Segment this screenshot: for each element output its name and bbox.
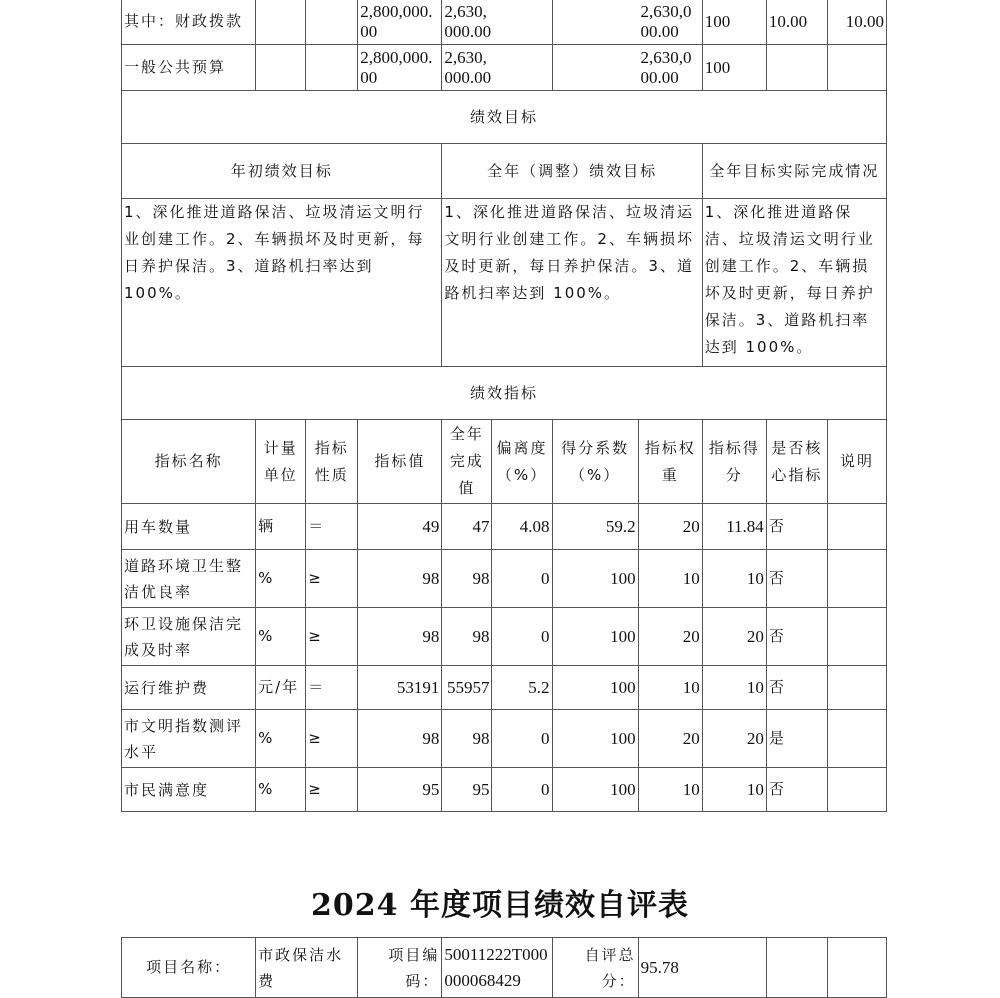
indicator-row [122, 550, 887, 608]
indicator-weight: 20 [638, 504, 702, 550]
indicator-name: 道路环境卫生整洁优良率 [122, 550, 256, 608]
indicator-note [827, 550, 886, 608]
indicator-score: 11.84 [702, 504, 766, 550]
indicator-actual: 47 [442, 504, 492, 550]
header-core: 是否核心指标 [766, 420, 827, 504]
indicator-score: 20 [702, 608, 766, 666]
header-nature: 指标性质 [306, 420, 358, 504]
indicator-note [827, 608, 886, 666]
budget-initial: 2,800,000.00 [358, 45, 442, 91]
indicator-name: 市民满意度 [122, 768, 256, 812]
score [827, 45, 886, 91]
indicator-deviation: 4.08 [492, 504, 552, 550]
budget-initial: 2,800,000.00 [358, 0, 442, 45]
indicator-target: 98 [358, 710, 442, 768]
indicator-note [827, 504, 886, 550]
indicator-weight: 10 [638, 666, 702, 710]
indicator-note [827, 768, 886, 812]
indicator-target: 49 [358, 504, 442, 550]
indicator-coef: 100 [552, 666, 638, 710]
indicator-name: 环卫设施保洁完成及时率 [122, 608, 256, 666]
indicator-core: 否 [766, 768, 827, 812]
indicator-target: 95 [358, 768, 442, 812]
indicator-unit: % [256, 768, 306, 812]
header-weight: 指标权重 [638, 420, 702, 504]
indicators-header-row [122, 420, 887, 504]
header-deviation: 偏离度（%） [492, 420, 552, 504]
goals-header-actual: 全年目标实际完成情况 [702, 144, 886, 199]
executed: 2,630,000.00 [552, 45, 702, 91]
goal-adjusted-text: 1、深化推进道路保洁、垃圾清运文明行业创建工作。2、车辆损坏及时更新，每日养护保洁。3、道路机扫率达到 100%。 [442, 199, 702, 367]
header-unit: 计量单位 [256, 420, 306, 504]
indicator-row [122, 608, 887, 666]
indicator-nature: ≥ [306, 550, 358, 608]
indicator-actual: 55957 [442, 666, 492, 710]
performance-table [121, 0, 887, 812]
project-code: 50011222T000000068429 [442, 938, 552, 998]
indicator-nature: ≥ [306, 608, 358, 666]
funding-row [122, 0, 887, 45]
indicators-section-title: 绩效指标 [122, 367, 887, 420]
indicator-target: 98 [358, 550, 442, 608]
indicator-score: 10 [702, 768, 766, 812]
goals-section-title: 绩效目标 [122, 91, 887, 144]
indicator-actual: 98 [442, 710, 492, 768]
indicator-core: 否 [766, 666, 827, 710]
weight: 10.00 [766, 0, 827, 45]
self-score: 95.78 [638, 938, 766, 998]
indicator-weight: 20 [638, 710, 702, 768]
goals-header-initial: 年初绩效目标 [122, 144, 442, 199]
indicator-deviation: 5.2 [492, 666, 552, 710]
budget-adjusted: 2,630,000.00 [442, 45, 552, 91]
self-score-label: 自评总分： [552, 938, 638, 998]
score: 10.00 [827, 0, 886, 45]
indicator-row [122, 768, 887, 812]
header-indicator-name: 指标名称 [122, 420, 256, 504]
indicator-target: 98 [358, 608, 442, 666]
indicator-unit: 辆 [256, 504, 306, 550]
indicator-coef: 100 [552, 768, 638, 812]
indicator-core: 否 [766, 504, 827, 550]
goals-header-adjusted: 全年（调整）绩效目标 [442, 144, 702, 199]
indicator-target: 53191 [358, 666, 442, 710]
indicator-name: 市文明指数测评水平 [122, 710, 256, 768]
indicator-name: 运行维护费 [122, 666, 256, 710]
indicator-deviation: 0 [492, 550, 552, 608]
indicator-name: 用车数量 [122, 504, 256, 550]
indicator-note [827, 666, 886, 710]
indicator-unit: % [256, 608, 306, 666]
indicator-actual: 95 [442, 768, 492, 812]
header-score: 指标得分 [702, 420, 766, 504]
funding-row [122, 45, 887, 91]
project-name: 市政保洁水费 [256, 938, 358, 998]
header-target: 指标值 [358, 420, 442, 504]
indicator-nature: ＝ [306, 666, 358, 710]
indicator-coef: 59.2 [552, 504, 638, 550]
indicator-core: 否 [766, 608, 827, 666]
indicator-deviation: 0 [492, 768, 552, 812]
goal-initial-text: 1、深化推进道路保洁、垃圾清运文明行业创建工作。2、车辆损坏及时更新，每日养护保洁。3、道路机扫率达到 100%。 [122, 199, 442, 367]
goal-actual-text: 1、深化推进道路保洁、垃圾清运文明行业创建工作。2、车辆损坏及时更新，每日养护保洁。3、道路机扫率达到 100%。 [702, 199, 886, 367]
indicator-nature: ≥ [306, 710, 358, 768]
indicator-unit: % [256, 710, 306, 768]
funding-label: 其中：财政拨款 [122, 0, 256, 45]
indicator-unit: 元/年 [256, 666, 306, 710]
indicator-unit: % [256, 550, 306, 608]
budget-adjusted: 2,630,000.00 [442, 0, 552, 45]
indicator-score: 20 [702, 710, 766, 768]
project-name-label: 项目名称： [122, 938, 256, 998]
indicator-weight: 10 [638, 768, 702, 812]
indicator-score: 10 [702, 550, 766, 608]
indicator-actual: 98 [442, 550, 492, 608]
indicator-nature: ≥ [306, 768, 358, 812]
indicator-coef: 100 [552, 550, 638, 608]
funding-label: 一般公共预算 [122, 45, 256, 91]
project-code-label: 项目编码： [358, 938, 442, 998]
header-coef: 得分系数（%） [552, 420, 638, 504]
next-form-title: 2024 年度项目绩效自评表 [311, 888, 689, 923]
execution-rate: 100 [702, 0, 766, 45]
indicator-nature: ＝ [306, 504, 358, 550]
weight [766, 45, 827, 91]
indicator-weight: 20 [638, 608, 702, 666]
indicator-deviation: 0 [492, 608, 552, 666]
indicator-coef: 100 [552, 710, 638, 768]
indicator-row [122, 710, 887, 768]
indicator-core: 是 [766, 710, 827, 768]
executed: 2,630,000.00 [552, 0, 702, 45]
indicator-coef: 100 [552, 608, 638, 666]
indicator-core: 否 [766, 550, 827, 608]
indicator-actual: 98 [442, 608, 492, 666]
indicator-row [122, 666, 887, 710]
indicator-note [827, 710, 886, 768]
indicator-score: 10 [702, 666, 766, 710]
project-info-table [121, 937, 887, 998]
execution-rate: 100 [702, 45, 766, 91]
indicator-weight: 10 [638, 550, 702, 608]
indicator-row [122, 504, 887, 550]
indicator-deviation: 0 [492, 710, 552, 768]
header-actual: 全年完成值 [442, 420, 492, 504]
header-note: 说明 [827, 420, 886, 504]
